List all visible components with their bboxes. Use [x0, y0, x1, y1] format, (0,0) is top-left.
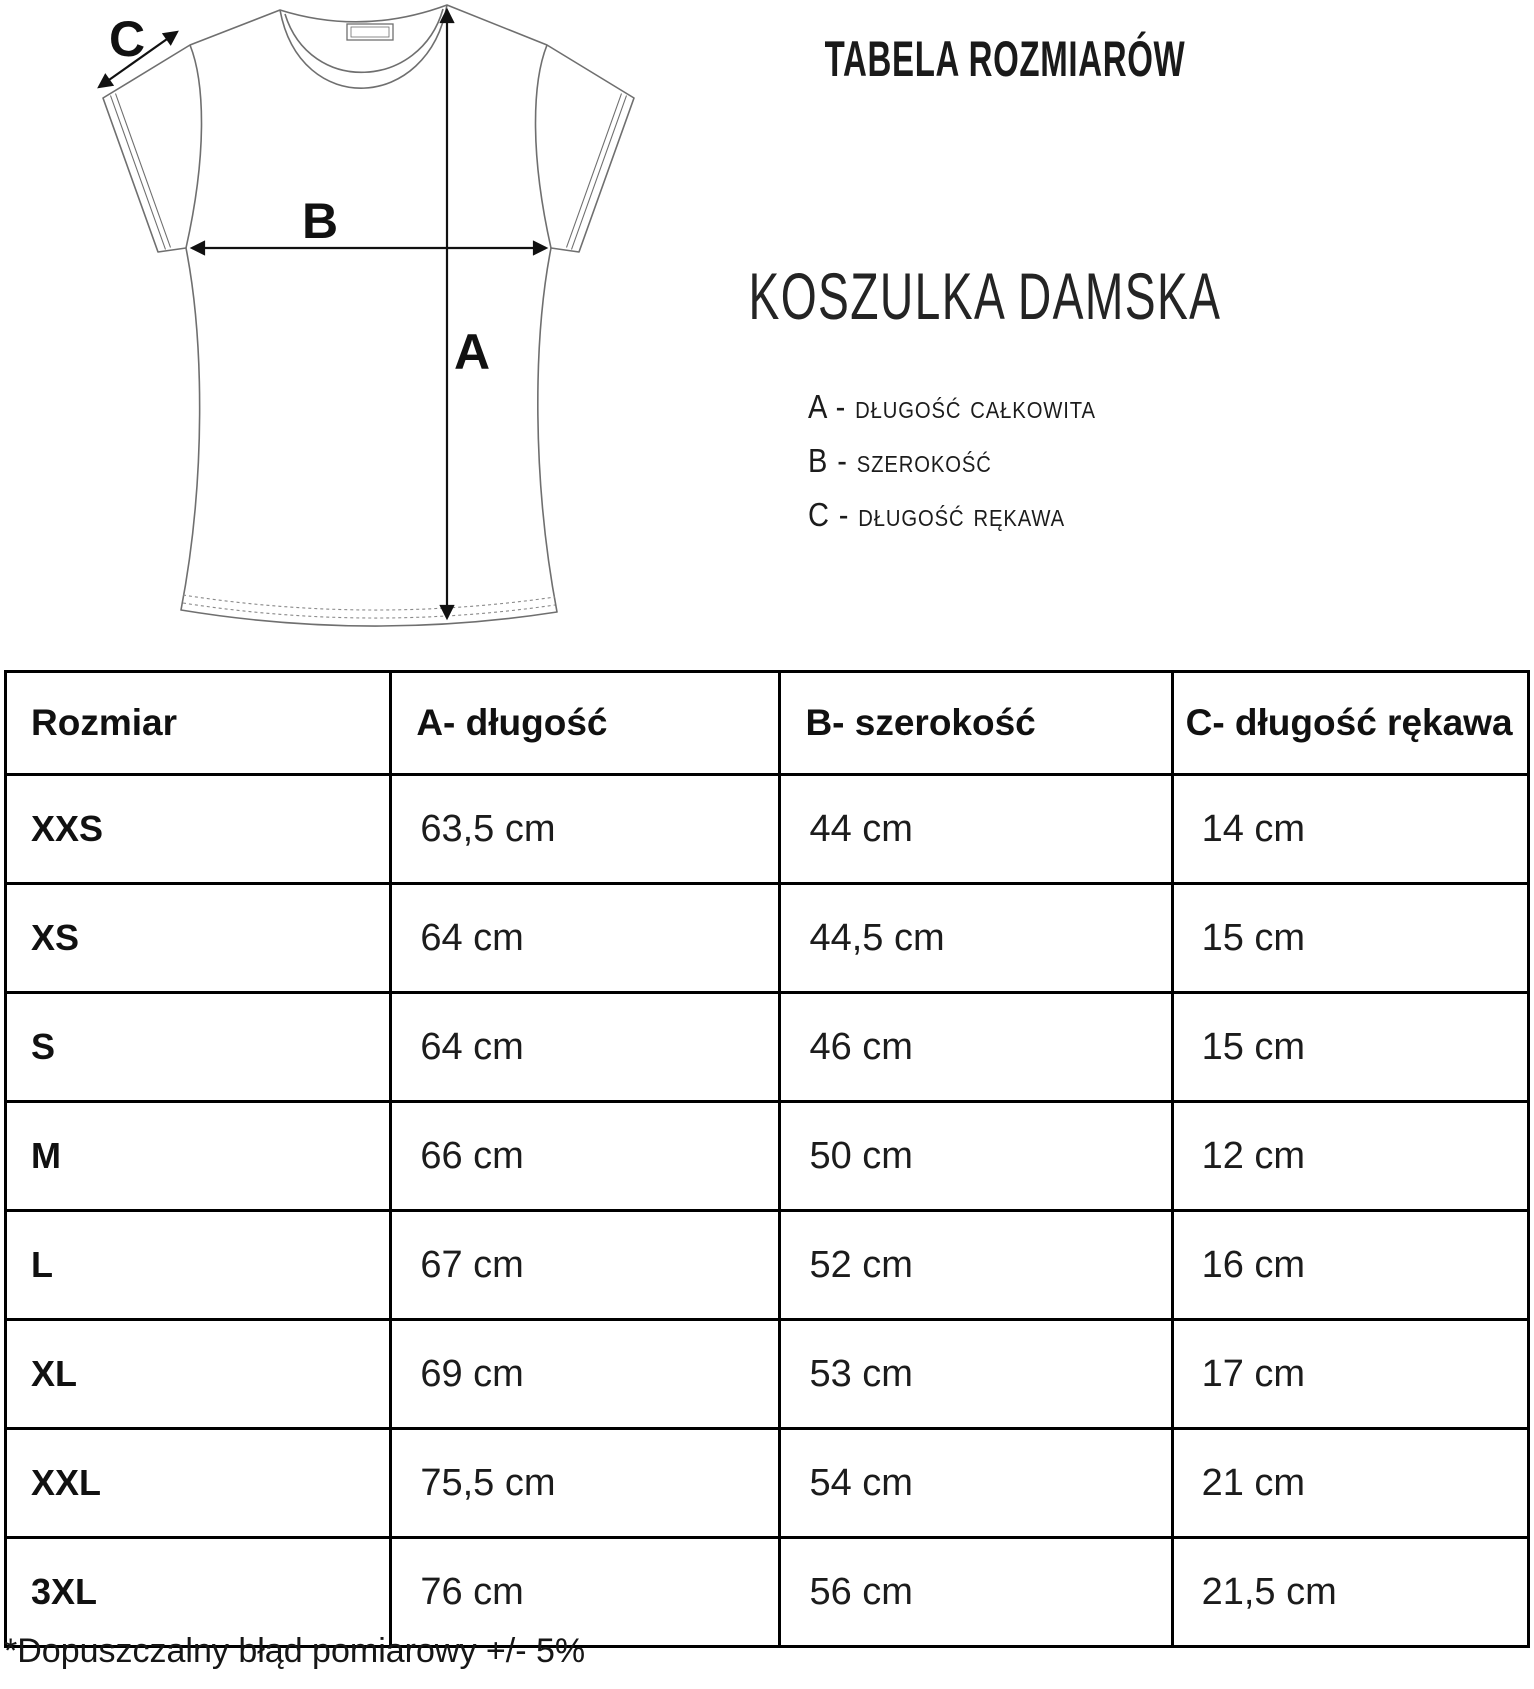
table-row: [6, 1429, 1529, 1538]
cell-c: 21,5 cm: [1172, 1538, 1528, 1647]
cell-b: 46 cm: [780, 993, 1172, 1102]
cell-a: 67 cm: [391, 1211, 780, 1320]
header-a-length: A- długość: [391, 672, 780, 775]
cell-b: 54 cm: [780, 1429, 1172, 1538]
table-row: [6, 1320, 1529, 1429]
dim-label-c: C: [108, 11, 146, 67]
cell-c: 16 cm: [1172, 1211, 1528, 1320]
cell-b: 50 cm: [780, 1102, 1172, 1211]
measurement-tolerance-note: *Dopuszczalny błąd pomiarowy +/- 5%: [4, 1632, 586, 1670]
cell-c: 12 cm: [1172, 1102, 1528, 1211]
table-row: [6, 1211, 1529, 1320]
tshirt-outline: [103, 5, 634, 626]
cell-b: 52 cm: [780, 1211, 1172, 1320]
cell-size: XXS: [6, 775, 391, 884]
cell-size: S: [6, 993, 391, 1102]
cell-c: 21 cm: [1172, 1429, 1528, 1538]
cell-c: 14 cm: [1172, 775, 1528, 884]
cell-a: 64 cm: [391, 993, 780, 1102]
cell-size: XXL: [6, 1429, 391, 1538]
cell-b: 56 cm: [780, 1538, 1172, 1647]
cell-size: 3XL: [6, 1538, 391, 1647]
cell-a: 66 cm: [391, 1102, 780, 1211]
cell-b: 44,5 cm: [780, 884, 1172, 993]
legend-item-a: A - długość całkowita: [808, 388, 1096, 425]
cell-b: 44 cm: [780, 775, 1172, 884]
cell-a: 75,5 cm: [391, 1429, 780, 1538]
tshirt-diagram: [0, 0, 660, 650]
table-row: [6, 1538, 1529, 1647]
legend-item-c: C - długość rękawa: [808, 496, 1066, 533]
measurement-legend: [808, 380, 1135, 542]
cell-c: 15 cm: [1172, 993, 1528, 1102]
table-row: [6, 993, 1529, 1102]
header-b-width: B- szerokość: [780, 672, 1172, 775]
cell-c: 15 cm: [1172, 884, 1528, 993]
cell-a: 64 cm: [391, 884, 780, 993]
cell-size: XL: [6, 1320, 391, 1429]
page-title: TABELA ROZMIARÓW: [824, 31, 1186, 87]
neck-label-tag: [347, 24, 393, 40]
dim-label-a: A: [454, 324, 491, 380]
cell-size: L: [6, 1211, 391, 1320]
table-row: [6, 775, 1529, 884]
table-row: [6, 884, 1529, 993]
cell-a: 69 cm: [391, 1320, 780, 1429]
cell-size: M: [6, 1102, 391, 1211]
cell-a: 63,5 cm: [391, 775, 780, 884]
size-table: [4, 670, 1530, 1648]
cell-b: 53 cm: [780, 1320, 1172, 1429]
table-header-row: [6, 672, 1529, 775]
header-c-sleeve: C- długość rękawa: [1172, 672, 1528, 775]
header-size: Rozmiar: [6, 672, 391, 775]
product-title: KOSZULKA DAMSKA: [748, 259, 1222, 333]
table-row: [6, 1102, 1529, 1211]
legend-item-b: B - szerokość: [808, 442, 992, 479]
cell-size: XS: [6, 884, 391, 993]
dim-label-b: B: [301, 193, 339, 249]
cell-c: 17 cm: [1172, 1320, 1528, 1429]
cell-a: 76 cm: [391, 1538, 780, 1647]
